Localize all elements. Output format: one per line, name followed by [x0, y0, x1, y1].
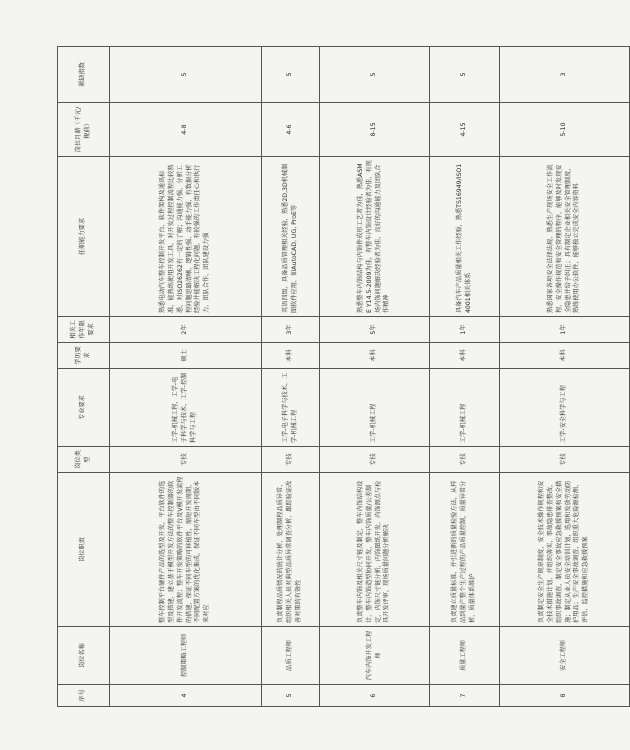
- table-row: [500, 47, 630, 707]
- cell-experience: 5年: [320, 317, 430, 343]
- cell-type: 专技: [500, 447, 630, 473]
- cell-seq: 6: [320, 685, 430, 707]
- cell-education: 硕士: [110, 343, 262, 369]
- cell-urgency: 3: [500, 47, 630, 103]
- cell-seq: 5: [262, 685, 320, 707]
- cell-experience: 1年: [500, 317, 630, 343]
- header-salary: 岗位月薪（千元/税前）: [58, 103, 110, 157]
- cell-name: 品质工程师: [262, 627, 320, 685]
- cell-experience: 1年: [430, 317, 500, 343]
- cell-salary: 4-6: [262, 103, 320, 157]
- cell-urgency: 5: [262, 47, 320, 103]
- table-row: [262, 47, 320, 707]
- cell-education: 本科: [500, 343, 630, 369]
- cell-major: 工学-电子科学与技术，工学-机械工程: [262, 369, 320, 447]
- job-requirements-table: [57, 46, 630, 707]
- cell-experience: 3年: [262, 317, 320, 343]
- cell-education: 本科: [430, 343, 500, 369]
- header-name: 岗位名称: [58, 627, 110, 685]
- cell-ability: 英语四级，具备品质管理相关经验，熟悉2D,3D机械制图软件应用，如AutoCAD, UG, ProE等: [262, 157, 320, 317]
- cell-salary: 4-15: [430, 103, 500, 157]
- cell-name: 控制策略工程师: [110, 627, 262, 685]
- cell-duties: 整车控制平台硬件产品的选型及开发，平台软件的选型及搭建，建立基于模型开发方法的整车控制器的软件开发流程；整车开发策略的软件平台及V模开发流程的搭建，保证不同车型的可移植性，缩短开发周期，不同配置方案的优化集成，保证不同车型由不同版本来对应: [110, 473, 262, 627]
- cell-name: 安全工程师: [500, 627, 630, 685]
- cell-urgency: 5: [430, 47, 500, 103]
- cell-salary: 5-10: [500, 103, 630, 157]
- cell-education: 本科: [262, 343, 320, 369]
- cell-duties: 负责建立质量标准，并引进新的质量检验方法，从样品到量产整个生产过程的产品质量控制，质量异常分析，质量体系维护: [430, 473, 500, 627]
- cell-type: 专技: [262, 447, 320, 473]
- table-row: [110, 47, 262, 707]
- table-row: [430, 47, 500, 707]
- cell-duties: 负责制定安全生产规章制度，安全技术操作规程和安全技术措施计划，并组织落实，事故隐患排查整改，组织事故调查，制定安全事故应急救援预案和安全措施；制定从业人员安全培训计划，选用和发放劳动防护用品；生产安全事故调查，组织重大危险源检测、评估，监控措施和应急救援预案: [500, 473, 630, 627]
- header-type: 岗位类型: [58, 447, 110, 473]
- cell-duties: 负责制程品质情况的统计分析，处理制程品质异常，组织相关人员对典型品质异常调查分析，跟踪验证改善对策的有效性: [262, 473, 320, 627]
- cell-major: 工学-机械工程: [430, 369, 500, 447]
- header-major: 专业要求: [58, 369, 110, 447]
- cell-name: 质量工程师: [430, 627, 500, 685]
- header-experience: 相关工作年限要求: [58, 317, 110, 343]
- header-urgency: 紧缺指数: [58, 47, 110, 103]
- cell-ability: 熟悉电动汽车整车控制开发平台，软件架构及通讯标准，能熟练使用开发工具，对开发过程控制流程比较熟悉，对ISO26262有一定的了解；沟通能力强，分析工程问题思路清晰，逻辑性强，动手能力强，有数据分析经验并能解决工程化问题，有较强的工作责任心和执行力，团队合作，团队建设力强: [110, 157, 262, 317]
- cell-major: 工学-机械工程，工学-电子科学与技术，工学-控制科学与工程: [110, 369, 262, 447]
- cell-salary: 4-8: [110, 103, 262, 157]
- header-ability: 任职能力要求: [58, 157, 110, 317]
- cell-type: 专技: [430, 447, 500, 473]
- cell-seq: 8: [500, 685, 630, 707]
- cell-education: 本科: [320, 343, 430, 369]
- cell-salary: 8-15: [320, 103, 430, 157]
- cell-type: 专技: [320, 447, 430, 473]
- cell-major: 工学-安全科学与工程: [500, 369, 630, 447]
- cell-ability: 熟悉整车内饰结构与内饰件成形工艺者为佳，熟悉ASME Y14.5-2009为佳，有整车内饰设计经验者为佳，有现场内饰问题解决经验者为佳，良好的沟通能力及团队合作精神: [320, 157, 430, 317]
- header-seq: 序号: [58, 685, 110, 707]
- cell-urgency: 5: [320, 47, 430, 103]
- cell-major: 工学-机械工程: [320, 369, 430, 447]
- cell-ability: 熟悉国家各项安全法律法规，熟悉生产现场安全工作流程，安全操作规范和安全管理的程序，能够及时发现安全隐患并给予纠正；具有制定企业相关安全管理制度，熟练使用办公软件，能够独立完成安全内容资料: [500, 157, 630, 317]
- header-education: 学历要求: [58, 343, 110, 369]
- cell-experience: 2年: [110, 317, 262, 343]
- rotated-job-table: [57, 47, 590, 707]
- table-row: [320, 47, 430, 707]
- cell-seq: 7: [430, 685, 500, 707]
- cell-urgency: 5: [110, 47, 262, 103]
- header-duties: 岗位职责: [58, 473, 110, 627]
- table-header-row: [58, 47, 110, 707]
- cell-duties: 负责整车内饰及相关尺寸链及制定，整车内饰结构设计，整车内饰造型协同开发，整车内饰质量/公差制定，内饰尺寸链分析，内饰图纸开发，内饰测点与检具开发评审，现场质量问题分析解决: [320, 473, 430, 627]
- cell-name: 汽车内饰开发工程师: [320, 627, 430, 685]
- cell-type: 专技: [110, 447, 262, 473]
- cell-seq: 4: [110, 685, 262, 707]
- cell-ability: 具备汽车产品质量相关工作经验，熟悉TS16949/ISO14001相关体系: [430, 157, 500, 317]
